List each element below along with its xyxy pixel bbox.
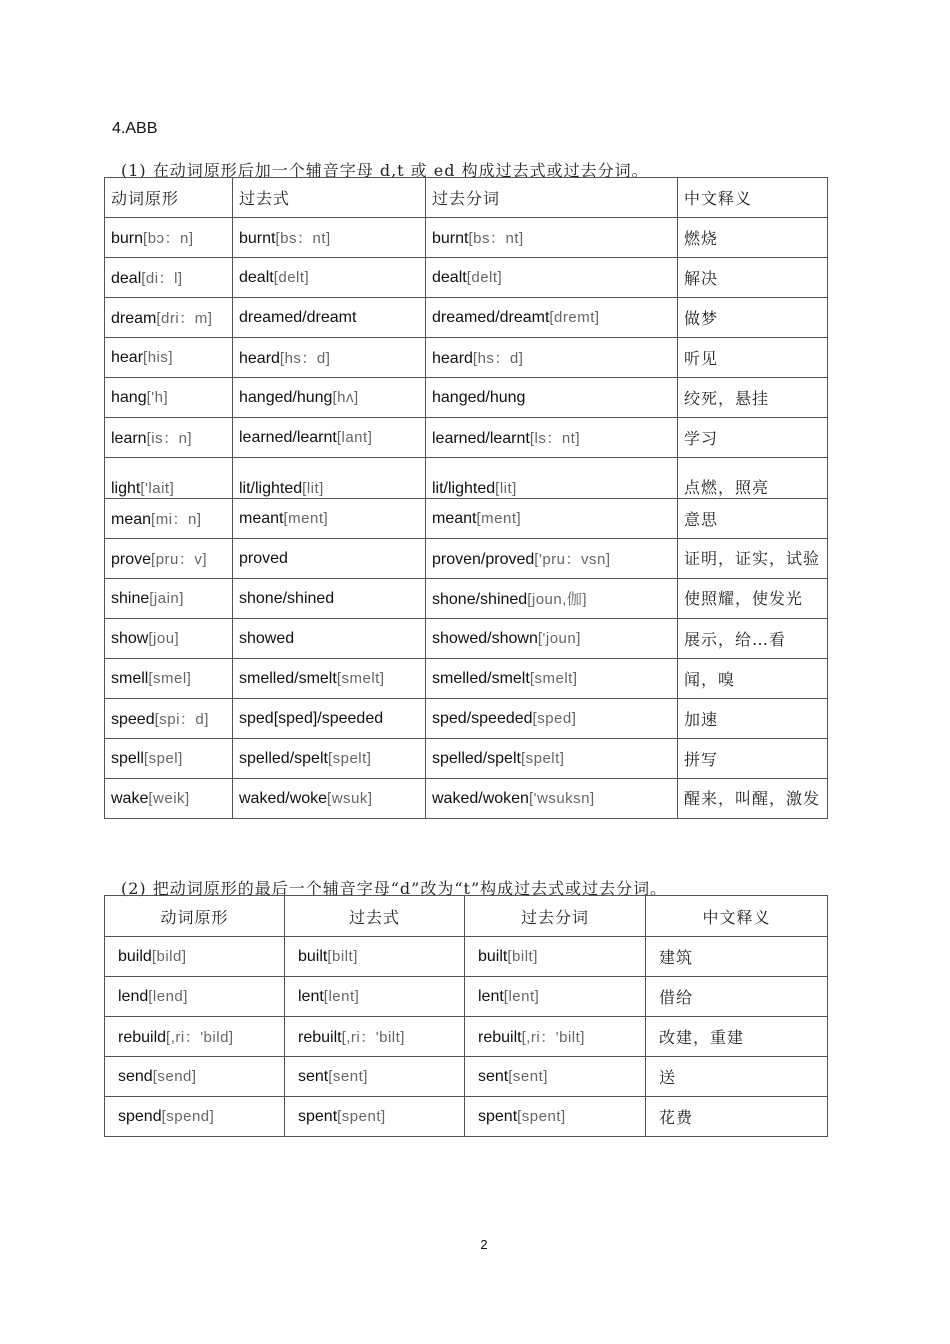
phonetic: [hs：d] [279, 350, 331, 367]
phonetic: [ment] [476, 509, 522, 527]
verb-form: spend [118, 1107, 162, 1125]
cell-chinese-meaning [678, 378, 828, 418]
verb-form: hanged/hung [239, 388, 333, 406]
cell-past-tense [233, 659, 426, 699]
verb-form: heard [239, 350, 280, 367]
table-row [105, 298, 828, 338]
verb-form: hanged/hung [432, 388, 526, 406]
phonetic: [,ri：'bilt] [341, 1029, 405, 1046]
phonetic: [delt] [273, 268, 310, 286]
verb-form: sped[sped]/speeded [239, 709, 384, 727]
cell-past-participle [465, 1097, 646, 1137]
cell-chinese-meaning [678, 659, 828, 699]
phonetic: [smelt] [529, 669, 578, 687]
cell-past-tense [285, 1057, 465, 1097]
phonetic: [dremt] [549, 308, 600, 326]
table-row [105, 378, 828, 418]
verb-form: lit/lighted [239, 480, 303, 497]
cell-base-form [105, 1057, 285, 1097]
table-row [105, 418, 828, 458]
phonetic: ['h] [146, 388, 169, 406]
phonetic: [his] [143, 348, 174, 366]
cell-chinese-meaning [678, 458, 828, 499]
header-past-participle: 过去分词 [465, 896, 646, 937]
cell-past-participle [465, 1057, 646, 1097]
meaning-text: 听见 [684, 349, 719, 368]
cell-past-tense [233, 258, 426, 298]
cell-past-participle [426, 298, 678, 338]
cell-chinese-meaning [646, 1097, 828, 1137]
verb-form: lend [118, 987, 149, 1005]
meaning-text: 借给 [659, 988, 694, 1007]
phonetic: [is：n] [146, 430, 193, 447]
verb-form: spelled/spelt [432, 749, 521, 767]
verb-table-2-body [105, 896, 828, 1137]
cell-base-form [105, 977, 285, 1017]
table-row [105, 779, 828, 819]
verb-form: spent [298, 1107, 338, 1125]
verb-form: waked/woke [239, 789, 328, 807]
cell-chinese-meaning [646, 1017, 828, 1057]
table-row [105, 739, 828, 779]
verb-form: lent [478, 987, 504, 1005]
cell-past-tense [233, 579, 426, 619]
verb-form: meant [239, 509, 284, 527]
cell-base-form [105, 699, 233, 739]
cell-chinese-meaning [678, 499, 828, 539]
cell-past-participle [426, 699, 678, 739]
cell-base-form [105, 1017, 285, 1057]
verb-form: deal [111, 270, 142, 287]
cell-past-participle [426, 619, 678, 659]
phonetic: [jou] [148, 629, 180, 647]
phonetic: [lit] [302, 480, 324, 497]
table-row [105, 619, 828, 659]
cell-chinese-meaning [678, 619, 828, 659]
meaning-text: 证明，证实，试验 [684, 549, 821, 568]
cell-chinese-meaning [678, 539, 828, 579]
phonetic: [lent] [503, 987, 540, 1005]
verb-form: build [118, 947, 152, 965]
table-row [105, 699, 828, 739]
meaning-text: 送 [659, 1068, 677, 1087]
phonetic: [spelt] [327, 749, 372, 767]
cell-past-tense [233, 499, 426, 539]
phonetic: ['joun] [537, 629, 581, 647]
verb-form: dreamed/dreamt [432, 308, 550, 326]
verb-form: rebuilt [298, 1029, 342, 1046]
meaning-text: 改建，重建 [659, 1028, 745, 1047]
phonetic: [smelt] [336, 669, 385, 687]
cell-chinese-meaning [678, 418, 828, 458]
table-header-row [105, 896, 828, 937]
header-past-tense: 过去式 [285, 896, 465, 937]
header-chinese-meaning: 中文释义 [646, 896, 828, 937]
cell-past-tense [233, 779, 426, 819]
phonetic: ['pru：vsn] [534, 551, 611, 568]
table-row [105, 977, 828, 1017]
verb-form: spelled/spelt [239, 749, 328, 767]
verb-form: sent [478, 1067, 509, 1085]
verb-table-2 [104, 895, 828, 1137]
cell-chinese-meaning [678, 739, 828, 779]
cell-base-form [105, 218, 233, 258]
verb-form: send [118, 1067, 153, 1085]
cell-past-participle [465, 977, 646, 1017]
header-past-participle: 过去分词 [426, 178, 678, 218]
phonetic: [pru：v] [151, 551, 208, 568]
meaning-text: 燃烧 [684, 229, 719, 248]
cell-base-form [105, 779, 233, 819]
verb-table-1-body [105, 178, 828, 819]
verb-form: smelled/smelt [239, 669, 337, 687]
verb-form: sped/speeded [432, 709, 533, 727]
phonetic: [jain] [149, 589, 184, 607]
phonetic: [sent] [508, 1067, 548, 1085]
cell-base-form [105, 258, 233, 298]
phonetic: [bs：nt] [468, 230, 524, 247]
phonetic: [wsuk] [327, 789, 373, 807]
cell-base-form [105, 499, 233, 539]
table-row [105, 659, 828, 699]
verb-form: built [478, 947, 508, 965]
verb-form: smelled/smelt [432, 669, 530, 687]
meaning-text: 闻，嗅 [684, 670, 736, 689]
cell-past-participle [426, 418, 678, 458]
cell-base-form [105, 378, 233, 418]
verb-table-1 [104, 177, 828, 819]
cell-past-tense [233, 298, 426, 338]
verb-form: sent [298, 1067, 329, 1085]
cell-past-tense [233, 338, 426, 378]
header-past-tense: 过去式 [233, 178, 426, 218]
cell-base-form [105, 458, 233, 499]
header-base-form: 动词原形 [105, 896, 285, 937]
verb-form: show [111, 629, 149, 647]
meaning-text: 花费 [659, 1108, 694, 1127]
cell-base-form [105, 739, 233, 779]
cell-base-form [105, 579, 233, 619]
verb-form: lit/lighted [432, 480, 496, 497]
phonetic: [lent] [323, 987, 360, 1005]
cell-past-tense [233, 418, 426, 458]
cell-past-tense [233, 739, 426, 779]
section1-subtitle: (1) 在动词原形后加一个辅音字母 d,t 或 ed 构成过去式或过去分词。 [121, 161, 649, 180]
table-row [105, 1097, 828, 1137]
meaning-text: 做梦 [684, 309, 719, 328]
meaning-text: 点燃，照亮 [684, 478, 770, 497]
phonetic: [,ri：'bilt] [521, 1029, 585, 1046]
table-row [105, 218, 828, 258]
cell-chinese-meaning [678, 298, 828, 338]
meaning-text: 使照耀，使发光 [684, 589, 804, 608]
verb-form: dealt [239, 268, 274, 286]
verb-form: mean [111, 511, 152, 528]
phonetic: ['lait] [140, 480, 175, 497]
phonetic: [di：l] [141, 270, 183, 287]
table-header-row [105, 178, 828, 218]
cell-past-participle [426, 258, 678, 298]
table-row [105, 539, 828, 579]
cell-base-form [105, 1097, 285, 1137]
meaning-text: 学习 [684, 429, 719, 448]
verb-form: learned/learnt [432, 430, 530, 447]
verb-form: lent [298, 987, 324, 1005]
phonetic: ['wsuksn] [528, 789, 595, 807]
phonetic: [bilt] [327, 947, 358, 965]
cell-chinese-meaning [678, 779, 828, 819]
cell-chinese-meaning [646, 937, 828, 977]
cell-past-tense [285, 937, 465, 977]
phonetic: [sped] [532, 709, 577, 727]
phonetic: [weik] [148, 789, 190, 807]
phonetic: [ment] [283, 509, 329, 527]
verb-form: learn [111, 430, 147, 447]
cell-chinese-meaning [678, 218, 828, 258]
phonetic: [lit] [495, 480, 517, 497]
phonetic: [,ri：'bild] [166, 1029, 234, 1046]
table-row [105, 1057, 828, 1097]
cell-past-tense [285, 977, 465, 1017]
verb-form: burnt [432, 230, 469, 247]
page-number: 2 [480, 1237, 488, 1252]
cell-base-form [105, 937, 285, 977]
meaning-text: 解决 [684, 269, 719, 288]
phonetic: [joun,伽] [527, 591, 588, 608]
phonetic: [dri：m] [156, 310, 213, 327]
cell-chinese-meaning [678, 338, 828, 378]
cell-past-participle [426, 579, 678, 619]
verb-form: dreamed/dreamt [239, 308, 357, 326]
phonetic: [spi：d] [154, 711, 209, 728]
verb-form: proved [239, 549, 288, 567]
cell-past-tense [233, 699, 426, 739]
phonetic: [bild] [151, 947, 187, 965]
cell-base-form [105, 619, 233, 659]
phonetic: [spel] [143, 749, 183, 767]
table-row [105, 258, 828, 298]
cell-past-participle [426, 218, 678, 258]
meaning-text: 意思 [684, 510, 719, 529]
verb-form: learned/learnt [239, 428, 337, 446]
cell-past-participle [426, 779, 678, 819]
verb-form: shine [111, 589, 150, 607]
cell-past-tense [285, 1017, 465, 1057]
cell-chinese-meaning [646, 1057, 828, 1097]
cell-past-participle [426, 499, 678, 539]
phonetic: [bɔ：n] [143, 230, 194, 247]
cell-base-form [105, 418, 233, 458]
verb-form: burnt [239, 230, 276, 247]
cell-past-participle [426, 659, 678, 699]
verb-form: smell [111, 669, 149, 687]
phonetic: [send] [152, 1067, 197, 1085]
cell-base-form [105, 539, 233, 579]
header-base-form: 动词原形 [105, 178, 233, 218]
table-row [105, 499, 828, 539]
phonetic: [ls：nt] [529, 430, 581, 447]
verb-form: wake [111, 789, 149, 807]
cell-chinese-meaning [646, 977, 828, 1017]
meaning-text: 展示，给…看 [684, 630, 787, 649]
cell-past-tense [233, 539, 426, 579]
verb-form: waked/woken [432, 789, 529, 807]
verb-form: built [298, 947, 328, 965]
cell-past-participle [426, 378, 678, 418]
meaning-text: 拼写 [684, 750, 719, 769]
section-heading: 4.ABB [112, 120, 158, 137]
phonetic: [lant] [336, 428, 373, 446]
verb-form: shone/shined [432, 591, 528, 608]
verb-form: light [111, 480, 141, 497]
cell-past-tense [285, 1097, 465, 1137]
cell-past-tense [233, 218, 426, 258]
cell-past-participle [465, 937, 646, 977]
verb-form: hear [111, 348, 144, 366]
phonetic: [spent] [517, 1107, 566, 1125]
cell-chinese-meaning [678, 579, 828, 619]
cell-past-participle [465, 1017, 646, 1057]
cell-past-participle [426, 739, 678, 779]
meaning-text: 绞死，悬挂 [684, 389, 770, 408]
phonetic: [bilt] [507, 947, 538, 965]
meaning-text: 加速 [684, 710, 719, 729]
verb-form: prove [111, 551, 152, 568]
phonetic: [lend] [148, 987, 188, 1005]
cell-past-participle [426, 458, 678, 499]
cell-base-form [105, 298, 233, 338]
verb-form: proven/proved [432, 551, 535, 568]
verb-form: showed/shown [432, 629, 538, 647]
verb-form: speed [111, 711, 155, 728]
table-row [105, 579, 828, 619]
cell-base-form [105, 659, 233, 699]
table-row [105, 338, 828, 378]
verb-form: rebuild [118, 1029, 167, 1046]
section2-subtitle: (2) 把动词原形的最后一个辅音字母“d”改为“t”构成过去式或过去分词。 [121, 879, 668, 898]
table-row [105, 458, 828, 499]
cell-chinese-meaning [678, 699, 828, 739]
cell-past-tense [233, 378, 426, 418]
verb-form: shone/shined [239, 589, 335, 607]
verb-form: meant [432, 509, 477, 527]
cell-past-participle [426, 338, 678, 378]
verb-form: rebuilt [478, 1029, 522, 1046]
meaning-text: 醒来，叫醒，激发 [684, 789, 821, 808]
cell-base-form [105, 338, 233, 378]
table-row [105, 937, 828, 977]
cell-past-participle [426, 539, 678, 579]
meaning-text: 建筑 [659, 948, 694, 967]
verb-form: dream [111, 310, 157, 327]
cell-past-tense [233, 619, 426, 659]
phonetic: [smel] [148, 669, 192, 687]
verb-form: heard [432, 350, 473, 367]
phonetic: [hʌ] [332, 388, 359, 406]
verb-form: burn [111, 230, 144, 247]
cell-past-tense [233, 458, 426, 499]
verb-form: spell [111, 749, 144, 767]
verb-form: dealt [432, 268, 467, 286]
cell-chinese-meaning [678, 258, 828, 298]
phonetic: [spent] [337, 1107, 386, 1125]
phonetic: [spend] [161, 1107, 215, 1125]
phonetic: [bs：nt] [275, 230, 331, 247]
verb-form: hang [111, 388, 147, 406]
phonetic: [hs：d] [472, 350, 524, 367]
phonetic: [mi：n] [151, 511, 202, 528]
phonetic: [delt] [466, 268, 503, 286]
phonetic: [sent] [328, 1067, 368, 1085]
verb-form: showed [239, 629, 295, 647]
table-row [105, 1017, 828, 1057]
phonetic: [spelt] [520, 749, 565, 767]
verb-form: spent [478, 1107, 518, 1125]
header-chinese-meaning: 中文释义 [678, 178, 828, 218]
